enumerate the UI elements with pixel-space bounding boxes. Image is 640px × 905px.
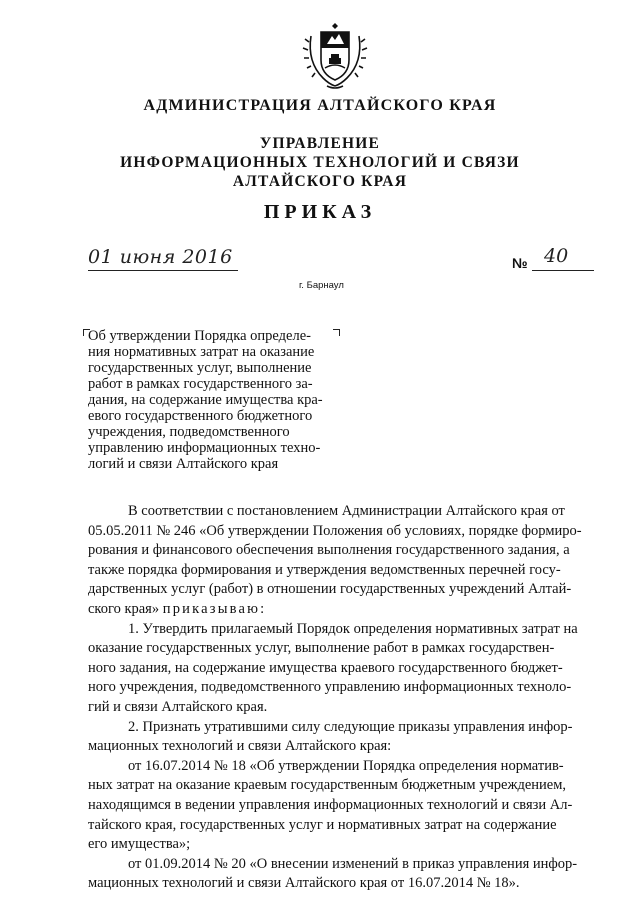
repealed-order-1-line: тайского края, государственных услуг и нормативных затрат на содержание	[88, 816, 557, 833]
repealed-order-1-line: от 16.07.2014 № 18 «Об утверждении Порядка определения норматив-	[128, 757, 564, 774]
handwritten-date: 01 июня 2016	[88, 246, 233, 268]
department-title	[0, 134, 640, 191]
subject-line: управлению информационных техно-	[88, 440, 321, 456]
body-text	[88, 502, 594, 894]
body-line: также порядка формирования и утверждения ведомственных перечней госу-	[88, 561, 561, 578]
subject-line: Об утверждении Порядка определе-	[88, 328, 311, 344]
subject-line: евого государственного бюджетного	[88, 408, 313, 424]
date-underline	[88, 270, 238, 271]
document-type-title: ПРИКАЗ	[263, 201, 377, 223]
repealed-order-2-line: мационных технологий и связи Алтайского края от 16.07.2014 № 18».	[88, 875, 520, 892]
body-line: рования и финансового обеспечения выполнения государственного задания, а	[88, 542, 570, 559]
decree-word: приказываю	[162, 600, 261, 617]
item-1-line: оказание государственных услуг, выполнение работ в рамках государствен-	[88, 640, 555, 657]
item-2-line: мационных технологий и связи Алтайского края:	[88, 738, 392, 755]
repealed-order-1-line: его имущества»;	[88, 836, 191, 853]
subject-line: учреждения, подведомственного	[88, 424, 290, 440]
subject-line: дания, на содержание имущества кра-	[88, 392, 323, 408]
item-2-line: 2. Признать утратившими силу следующие приказы управления инфор-	[128, 718, 573, 735]
subject-line: работ в рамках государственного за-	[88, 376, 313, 392]
subject-line: государственных услуг, выполнение	[88, 360, 312, 376]
repealed-order-2-line: от 01.09.2014 № 20 «О внесении изменений в приказ управления инфор-	[128, 855, 578, 872]
department-title-line: УПРАВЛЕНИЕ	[259, 135, 381, 152]
body-line: 05.05.2011 № 246 «Об утверждении Положения об условиях, порядке формиро-	[88, 522, 582, 539]
body-line: В соответствии с постановлением Администрации Алтайского края от	[128, 503, 565, 519]
coat-of-arms-emblem	[301, 22, 369, 92]
subject-line: ния нормативных затрат на оказание	[88, 344, 315, 360]
subject-bracket-right	[333, 329, 340, 336]
repealed-order-1-line: ных затрат на оказание краевым государственным бюджетным учреждением,	[88, 777, 567, 794]
item-1-line: ного задания, на содержание имущества краевого государственного бюджет-	[88, 659, 563, 676]
item-1-line: ного учреждения, подведомственного управлению информационных техноло-	[88, 679, 572, 696]
city-label: г. Барнаул	[299, 280, 344, 291]
subject-line: логий и связи Алтайского края	[88, 456, 279, 472]
intro-last-text: ского края»	[88, 600, 160, 617]
department-title-line: ИНФОРМАЦИОННЫХ ТЕХНОЛОГИЙ И СВЯЗИ	[120, 154, 520, 171]
number-label: №	[512, 255, 528, 271]
body-line: ского края» приказываю:	[88, 600, 265, 617]
item-1-line: 1. Утвердить прилагаемый Порядок определения нормативных затрат на	[128, 620, 578, 637]
body-line: дарственных услуг (работ) в отношении государственных учреждений Алтай-	[88, 581, 572, 598]
handwritten-number: 40	[544, 245, 569, 267]
department-title-line: АЛТАЙСКОГО КРАЯ	[232, 173, 408, 190]
organization-title: АДМИНИСТРАЦИЯ АЛТАЙСКОГО КРАЯ	[143, 97, 497, 114]
number-underline	[532, 270, 594, 271]
subject-block	[88, 328, 334, 472]
repealed-order-1-line: находящимся в ведении управления информационных технологий и связи Ал-	[88, 796, 573, 813]
item-1-line: гий и связи Алтайского края.	[88, 698, 268, 715]
